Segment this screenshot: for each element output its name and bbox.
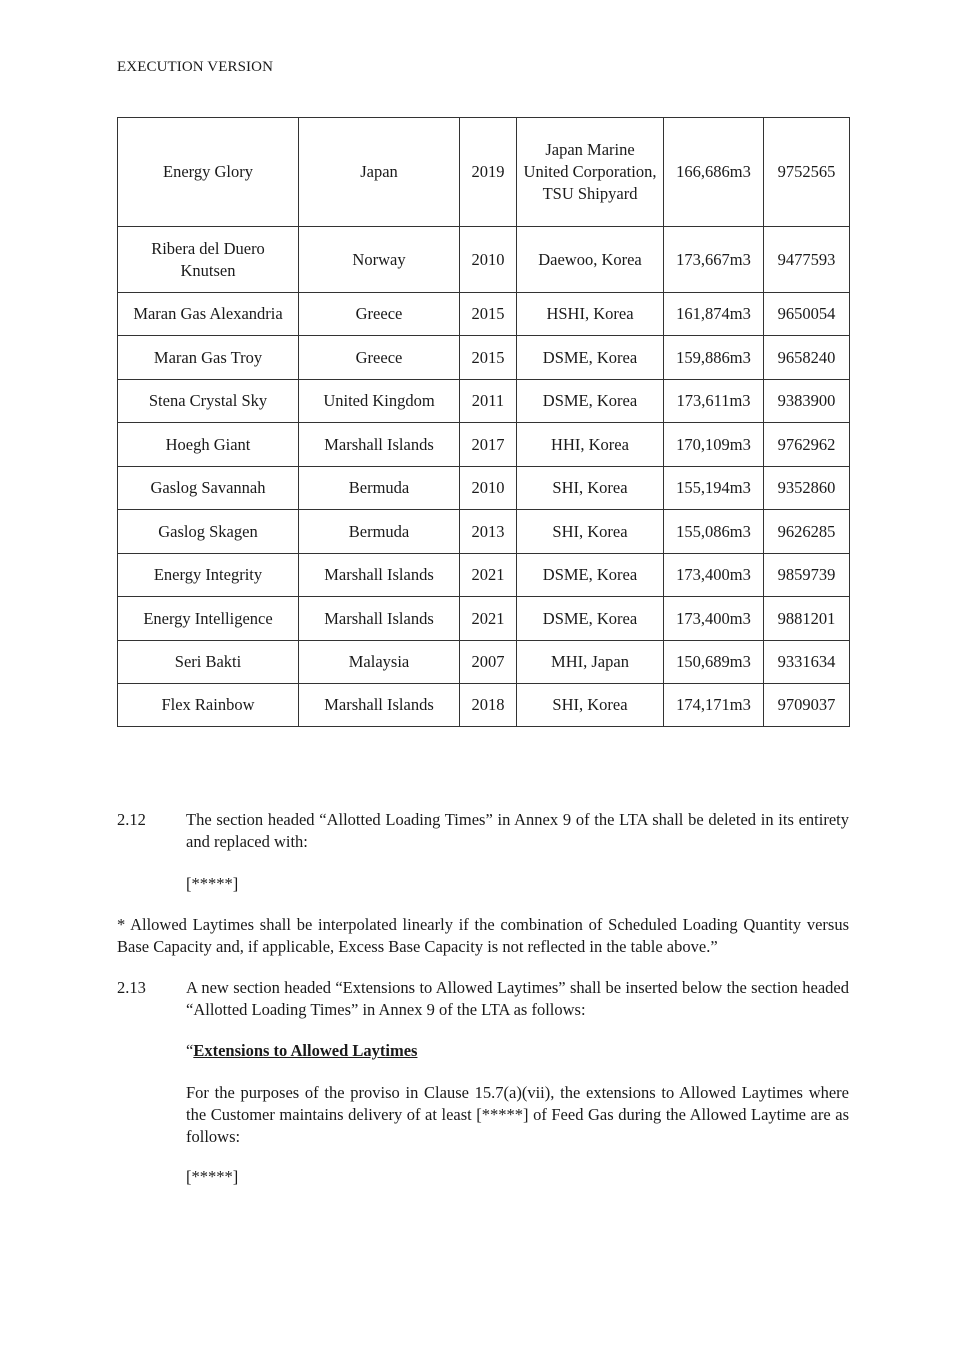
- vessel-capacity-cell: 159,886m3: [664, 336, 764, 380]
- footnote: * Allowed Laytimes shall be interpolated linearly if the combination of Scheduled Loading Quantity versus Base Capacity and, if applicable, Excess Base Capacity is not reflected in the table above.”: [117, 915, 849, 956]
- table-row: [118, 684, 850, 727]
- vessel-capacity-cell: 166,686m3: [664, 118, 764, 227]
- extensions-body-block: [117, 1082, 849, 1148]
- vessel-name-cell: Seri Bakti: [118, 641, 299, 684]
- clause-number: 2.13: [117, 978, 146, 997]
- vessel-capacity-cell: 150,689m3: [664, 641, 764, 684]
- table-row: [118, 227, 850, 293]
- vessel-imo-cell: 9709037: [764, 684, 850, 727]
- vessel-name-cell: Energy Glory: [118, 118, 299, 227]
- vessel-imo-cell: 9331634: [764, 641, 850, 684]
- vessel-imo-cell: 9859739: [764, 554, 850, 597]
- vessel-imo-cell: 9352860: [764, 467, 850, 510]
- vessel-builder-cell: HSHI, Korea: [517, 293, 664, 336]
- vessel-name-cell: Stena Crystal Sky: [118, 380, 299, 423]
- vessel-builder-cell: SHI, Korea: [517, 467, 664, 510]
- vessel-capacity-cell: 155,086m3: [664, 510, 764, 554]
- table-row: [118, 467, 850, 510]
- vessel-builder-cell: DSME, Korea: [517, 597, 664, 641]
- vessel-name-cell: Gaslog Skagen: [118, 510, 299, 554]
- vessel-flag-cell: Marshall Islands: [299, 423, 460, 467]
- redaction-text: [*****]: [186, 874, 239, 893]
- vessel-imo-cell: 9762962: [764, 423, 850, 467]
- vessel-year-cell: 2011: [460, 380, 517, 423]
- redaction-block-2: [117, 1166, 849, 1188]
- vessel-imo-cell: 9626285: [764, 510, 850, 554]
- vessel-imo-cell: 9650054: [764, 293, 850, 336]
- vessel-year-cell: 2021: [460, 597, 517, 641]
- vessel-flag-cell: Malaysia: [299, 641, 460, 684]
- clause-number: 2.12: [117, 810, 146, 829]
- vessel-flag-cell: Marshall Islands: [299, 684, 460, 727]
- vessel-flag-cell: Japan: [299, 118, 460, 227]
- vessel-year-cell: 2010: [460, 227, 517, 293]
- vessel-imo-cell: 9477593: [764, 227, 850, 293]
- vessel-flag-cell: Marshall Islands: [299, 554, 460, 597]
- vessel-flag-cell: Bermuda: [299, 510, 460, 554]
- extensions-body: For the purposes of the proviso in Clause 15.7(a)(vii), the extensions to Allowed Laytimes where the Customer maintains delivery of at least [*****] of Feed Gas during the Allowed Laytime are as follows:: [186, 1083, 849, 1146]
- vessel-capacity-cell: 170,109m3: [664, 423, 764, 467]
- vessel-capacity-cell: 155,194m3: [664, 467, 764, 510]
- vessel-name-cell: Hoegh Giant: [118, 423, 299, 467]
- vessel-year-cell: 2018: [460, 684, 517, 727]
- vessel-flag-cell: Greece: [299, 293, 460, 336]
- document-header: EXECUTION VERSION: [117, 59, 273, 75]
- clause-text: The section headed “Allotted Loading Times” in Annex 9 of the LTA shall be deleted in its entirety and replaced with:: [186, 810, 849, 851]
- redaction-text: [*****]: [186, 1167, 239, 1186]
- vessel-imo-cell: 9383900: [764, 380, 850, 423]
- vessel-table-body: [118, 118, 850, 727]
- vessel-name-cell: Maran Gas Troy: [118, 336, 299, 380]
- vessel-imo-cell: 9658240: [764, 336, 850, 380]
- redaction-block: [117, 873, 849, 895]
- vessel-year-cell: 2017: [460, 423, 517, 467]
- clause-2-12: [117, 809, 849, 853]
- vessel-imo-cell: 9881201: [764, 597, 850, 641]
- vessel-capacity-cell: 174,171m3: [664, 684, 764, 727]
- table-row: [118, 293, 850, 336]
- vessel-builder-cell: DSME, Korea: [517, 380, 664, 423]
- clause-2-13: [117, 977, 849, 1021]
- vessel-builder-cell: DSME, Korea: [517, 336, 664, 380]
- vessel-capacity-cell: 173,400m3: [664, 597, 764, 641]
- vessel-name-cell: Energy Intelligence: [118, 597, 299, 641]
- vessel-builder-cell: Japan Marine United Corporation, TSU Shipyard: [517, 118, 664, 227]
- vessel-imo-cell: 9752565: [764, 118, 850, 227]
- vessel-name-cell: Gaslog Savannah: [118, 467, 299, 510]
- table-row: [118, 597, 850, 641]
- vessel-year-cell: 2010: [460, 467, 517, 510]
- vessel-name-cell: Maran Gas Alexandria: [118, 293, 299, 336]
- vessel-flag-cell: Marshall Islands: [299, 597, 460, 641]
- extensions-heading-block: [117, 1040, 849, 1062]
- vessel-capacity-cell: 173,400m3: [664, 554, 764, 597]
- table-row: [118, 423, 850, 467]
- vessel-builder-cell: MHI, Japan: [517, 641, 664, 684]
- table-row: [118, 641, 850, 684]
- vessel-name-cell: Ribera del Duero Knutsen: [118, 227, 299, 293]
- vessel-year-cell: 2015: [460, 293, 517, 336]
- vessel-name-cell: Energy Integrity: [118, 554, 299, 597]
- clause-text: A new section headed “Extensions to Allowed Laytimes” shall be inserted below the section headed “Allotted Loading Times” in Annex 9 of the LTA as follows:: [186, 978, 849, 1019]
- vessel-year-cell: 2015: [460, 336, 517, 380]
- vessel-table: [117, 117, 850, 727]
- vessel-builder-cell: SHI, Korea: [517, 510, 664, 554]
- table-row: [118, 510, 850, 554]
- vessel-capacity-cell: 161,874m3: [664, 293, 764, 336]
- extensions-heading: Extensions to Allowed Laytimes: [193, 1041, 418, 1060]
- vessel-builder-cell: SHI, Korea: [517, 684, 664, 727]
- vessel-flag-cell: Greece: [299, 336, 460, 380]
- table-row: [118, 380, 850, 423]
- vessel-flag-cell: United Kingdom: [299, 380, 460, 423]
- vessel-builder-cell: DSME, Korea: [517, 554, 664, 597]
- table-row: [118, 554, 850, 597]
- vessel-builder-cell: HHI, Korea: [517, 423, 664, 467]
- vessel-builder-cell: Daewoo, Korea: [517, 227, 664, 293]
- table-row: [118, 336, 850, 380]
- opening-quote: “: [186, 1041, 194, 1060]
- vessel-flag-cell: Bermuda: [299, 467, 460, 510]
- vessel-year-cell: 2007: [460, 641, 517, 684]
- vessel-flag-cell: Norway: [299, 227, 460, 293]
- vessel-capacity-cell: 173,667m3: [664, 227, 764, 293]
- vessel-year-cell: 2019: [460, 118, 517, 227]
- vessel-name-cell: Flex Rainbow: [118, 684, 299, 727]
- vessel-year-cell: 2013: [460, 510, 517, 554]
- table-row: [118, 118, 850, 227]
- vessel-capacity-cell: 173,611m3: [664, 380, 764, 423]
- vessel-year-cell: 2021: [460, 554, 517, 597]
